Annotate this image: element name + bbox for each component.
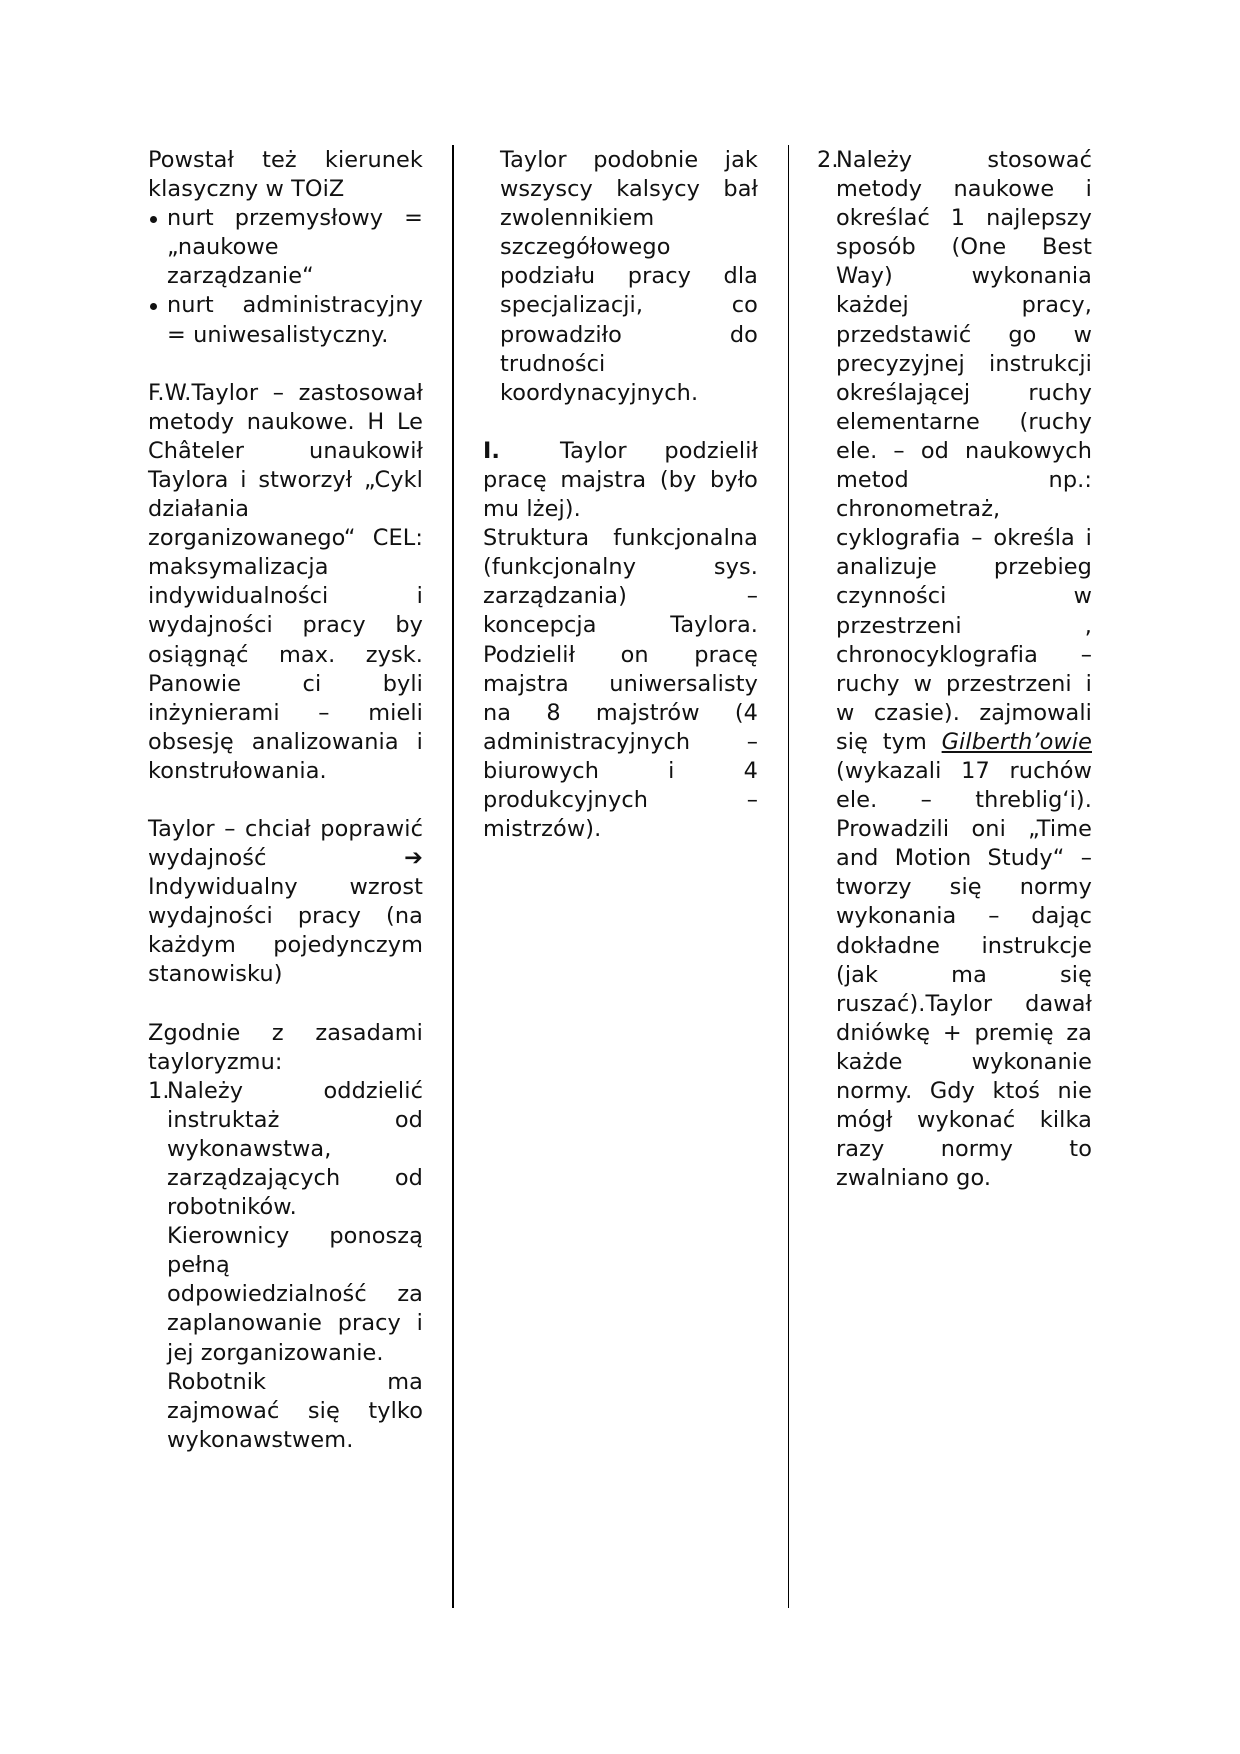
wydajnosc-text-after: Indywidualny wzrost wydajności pracy (na każdym pojedynczym stanowisku) <box>148 874 423 988</box>
bullet-icon <box>150 303 157 310</box>
roman-marker: I. <box>483 437 501 464</box>
rule-1-continuation-2: Robotnik ma zajmować się tylko wykonawstwem. <box>167 1368 423 1453</box>
bullet-text: nurt przemysłowy = „naukowe zarządzanie“ <box>167 205 423 290</box>
bullet-icon <box>150 216 157 223</box>
rule-2-marker: 2. <box>817 147 839 173</box>
right-arrow-icon: ➔ <box>404 845 423 872</box>
rule-1 <box>148 1077 423 1455</box>
rule-1-text: Należy oddzielić instruktaż od wykonawstwa, zarządzających od robotników. <box>167 1077 423 1221</box>
column-divider <box>788 145 789 1608</box>
column-3 <box>817 146 1092 1193</box>
intro-paragraph: Powstał też kierunek klasyczny w TOiZ <box>148 147 423 203</box>
rule-2 <box>817 146 1092 1193</box>
wydajnosc-text-before: Taylor – chciał poprawić wydajność <box>148 815 423 872</box>
rule-1-marker: 1. <box>148 1077 170 1104</box>
rule-2-text-main: Należy stosować metody naukowe i określać 1 najlepszy sposób (One Best Way) wykonania każdej pracy, przedstawić go w precyzyjnej instrukcji określającej ruchy elementarne (ruchy ele. – od naukowych metod np.: chronometraż, cyklografia – określa i analizuje przebieg czynności w przestrzeni , chronocyklografia – ruchy w przestrzeni i w czasie). zajmowali się tym <box>836 147 1092 755</box>
zasady-intro: Zgodnie z zasadami tayloryzmu: <box>148 1019 423 1075</box>
rule-2-text <box>836 146 1092 1193</box>
rule-1-continuation-1: Kierownicy ponoszą pełną odpowiedzialność za zaplanowanie pracy i jej zorganizowanie. <box>167 1223 423 1366</box>
rule-2-text-rest: (wykazali 17 ruchów ele. – threblig‘i). Prowadzili oni „Time and Motion Study“ – tworzy się normy wykonania – dając dokładne instrukcje (jak ma się ruszać).Taylor dawał dniówkę + premię za każde wykonanie normy. Gdy ktoś nie mógł wykonać kilka razy normy to zwalniano go. <box>836 757 1092 1192</box>
bullet-item <box>148 291 423 349</box>
klasycy-paragraph: Taylor podobnie jak wszyscy kalsycy bał zwolennikiem szczegółowego podziału pracy dla specjalizacji, co prowadziło do trudności koordynacyjnych. <box>500 147 758 406</box>
struktura-paragraph: Struktura funkcjonalna (funkcjonalny sys. zarządzania) – koncepcja Taylora. Podzielił on pracę majstra uniwersalisty na 8 majstrów (4 administracyjnych – biurowych i 4 produkcyjnych – mistrzów). <box>483 525 758 843</box>
gilberth-link: Gilberth’owie <box>941 728 1092 755</box>
roman-text: Taylor podzielił pracę majstra (by było mu lżej). <box>483 437 758 523</box>
roman-paragraph <box>483 437 758 524</box>
wydajnosc-paragraph <box>148 815 423 990</box>
column-2 <box>483 146 758 844</box>
column-1 <box>148 146 423 1455</box>
bullet-item <box>148 204 423 291</box>
taylor-paragraph: F.W.Taylor – zastosował metody naukowe. H Le Châteler unaukowił Taylora i stworzył „Cykl działania zorganizowanego“ CEL: maksymalizacja indywidualności i wydajności pracy by osiągnąć max. zysk. Panowie ci byli inżynierami – mieli obsesję analizowania i konstrułowania. <box>148 379 423 784</box>
column-divider <box>452 145 454 1608</box>
bullet-text: nurt administracyjny = uniwesalistyczny. <box>167 292 423 348</box>
